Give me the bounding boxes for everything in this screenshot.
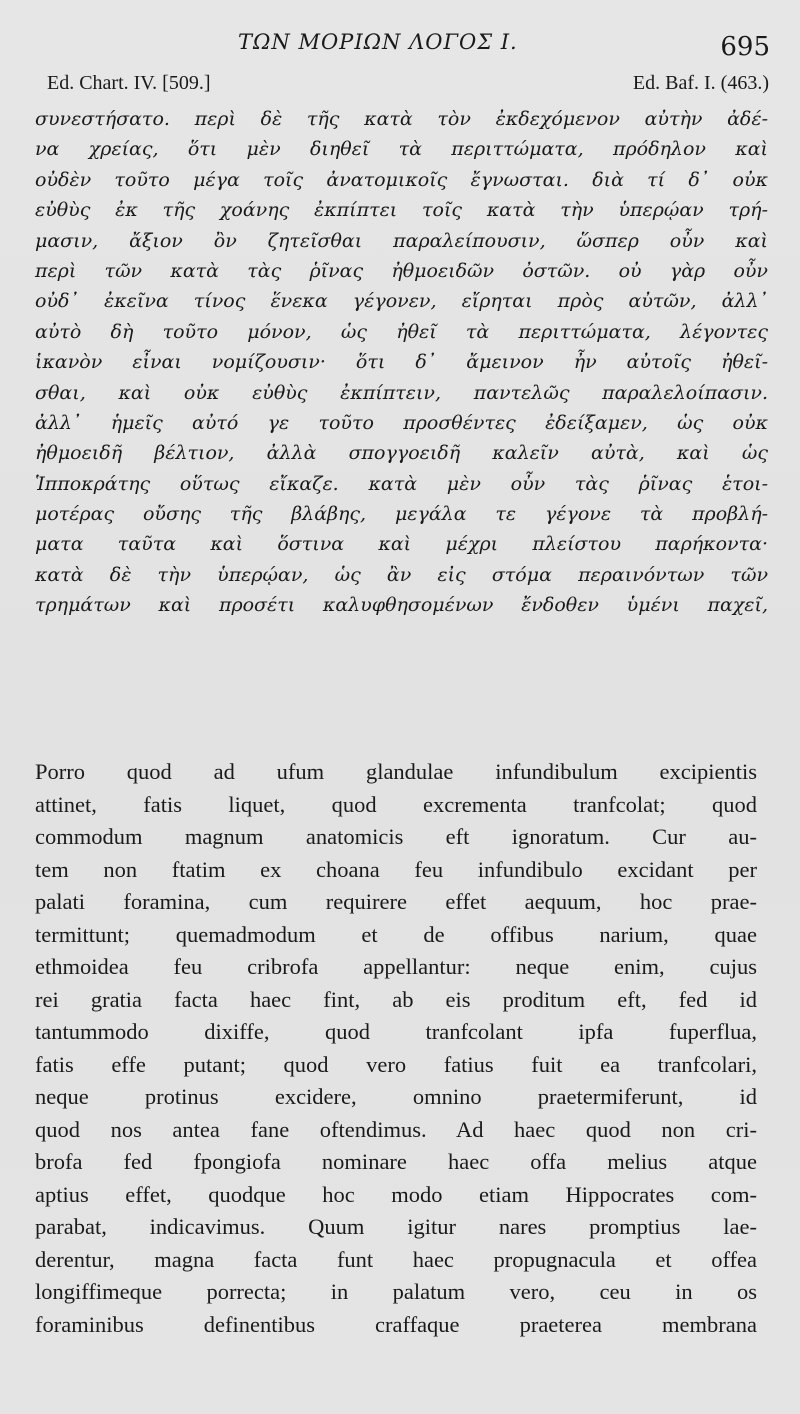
greek-text-line: περὶ τῶν κατὰ τὰς ῥῖνας ἠθμοειδῶν ὀστῶν. οὐ γὰρ οὖν [35, 259, 768, 282]
latin-text-line: parabat, indicavimus. Quum igitur nares promptius lae- [35, 1214, 757, 1239]
running-head [0, 28, 800, 62]
greek-text-line: οὐδὲν τοῦτο μέγα τοῖς ἀνατομικοῖς ἔγνωσται. διὰ τί δ᾿ οὐκ [35, 168, 768, 191]
latin-text-line: foraminibus definentibus craffaque praeterea membrana [35, 1311, 757, 1337]
greek-text-line: ματα ταῦτα καὶ ὅστινα καὶ μέχρι πλείστου παρήκοντα· [35, 533, 768, 556]
page-number: 695 [720, 32, 770, 62]
greek-text-line: αὐτὸ δὴ τοῦτο μόνον, ὡς ἠθεῖ τὰ περιττώματα, λέγοντες [35, 320, 768, 343]
greek-text-line: να χρείας, ὅτι μὲν διηθεῖ τὰ περιττώματα, πρόδηλον καὶ [35, 138, 768, 161]
greek-text-line: μοτέρας οὔσης τῆς βλάβης, μεγάλα τε γέγονε τὰ προβλή- [35, 503, 768, 526]
latin-text-line: neque protinus excidere, omnino praetermiferunt, id [35, 1084, 757, 1109]
greek-text-line: οὐδ᾿ ἐκεῖνα τίνος ἕνεκα γέγονεν, εἴρηται πρὸς αὐτῶν, ἀλλ᾿ [35, 290, 768, 313]
latin-text-line: Porro quod ad ufum glandulae infundibulum excipientis [35, 759, 757, 784]
greek-text-line: ἠθμοειδῆ βέλτιον, ἀλλὰ σπογγοειδῆ καλεῖν αὐτὰ, καὶ ὡς [35, 442, 768, 465]
greek-text-line: Ἱπποκράτης οὕτως εἴκαζε. κατὰ μὲν οὖν τὰς ῥῖνας ἑτοι- [35, 472, 768, 495]
latin-text-line: brofa fed fpongiofa nominare haec offa melius atque [35, 1149, 757, 1174]
greek-text-line: σθαι, καὶ οὐκ εὐθὺς ἐκπίπτειν, παντελῶς παραλελοίπασιν. [35, 381, 768, 404]
greek-text-line: ἱκανὸν εἶναι νομίζουσιν· ὅτι δ᾿ ἄμεινον ἦν αὐτοῖς ἠθεῖ- [35, 351, 768, 374]
greek-text-line: εὐθὺς ἐκ τῆς χοάνης ἐκπίπτει τοῖς κατὰ τὴν ὑπερῴαν τρή- [35, 199, 768, 222]
edition-basel: Ed. Baf. I. (463.) [632, 72, 769, 94]
latin-text-line: fatis effe putant; quod vero fatius fuit ea tranfcolari, [35, 1051, 757, 1077]
latin-text-block [35, 756, 757, 1341]
latin-text-line: tem non ftatim ex choana feu infundibulo excidant per [35, 856, 757, 882]
greek-text-line: συνεστήσατο. περὶ δὲ τῆς κατὰ τὸν ἐκδεχόμενον αὐτὴν ἀδέ- [35, 108, 768, 130]
latin-text-line: longiffimeque porrecta; in palatum vero, ceu in os [35, 1279, 757, 1304]
latin-text-line: aptius effet, quodque hoc modo etiam Hippocrates com- [35, 1181, 757, 1207]
latin-text-line: rei gratia facta haec fint, ab eis proditum eft, fed id [35, 986, 757, 1012]
greek-text-line: μασιν, ἄξιον ὂν ζητεῖσθαι παραλείπουσιν, ὥσπερ οὖν καὶ [35, 229, 768, 252]
latin-text-line: tantummodo dixiffe, quod tranfcolant ipfa fuperflua, [35, 1019, 757, 1044]
greek-text-line: τρημάτων καὶ προσέτι καλυφθησομένων ἔνδοθεν ὑμένι παχεῖ, [35, 594, 768, 617]
latin-text-line: attinet, fatis liquet, quod excrementa tranfcolat; quod [35, 791, 757, 817]
edition-references [47, 72, 769, 100]
greek-text-line: κατὰ δὲ τὴν ὑπερῴαν, ὡς ἂν εἰς στόμα περαινόντων τῶν [35, 563, 768, 586]
latin-text-line: palati foramina, cum requirere effet aequum, hoc prae- [35, 889, 757, 914]
edition-chartier: Ed. Chart. IV. [509.] [47, 72, 211, 94]
greek-text-block [35, 104, 768, 621]
greek-text-line: ἀλλ᾿ ἡμεῖς αὐτό γε τοῦτο προσθέντες ἐδείξαμεν, ὡς οὐκ [35, 411, 768, 434]
latin-text-line: ethmoidea feu cribrofa appellantur: neque enim, cujus [35, 954, 757, 979]
latin-text-line: derentur, magna facta funt haec propugnacula et offea [35, 1246, 757, 1272]
latin-text-line: termittunt; quemadmodum et de offibus narium, quae [35, 921, 757, 947]
running-title: ΤΩΝ ΜΟΡΙΩΝ ΛΟΓΟΣ Ι. [238, 30, 518, 54]
latin-text-line: commodum magnum anatomicis eft ignoratum. Cur au- [35, 824, 757, 849]
column-gap [35, 712, 768, 752]
latin-text-line: quod nos antea fane oftendimus. Ad haec quod non cri- [35, 1116, 757, 1142]
